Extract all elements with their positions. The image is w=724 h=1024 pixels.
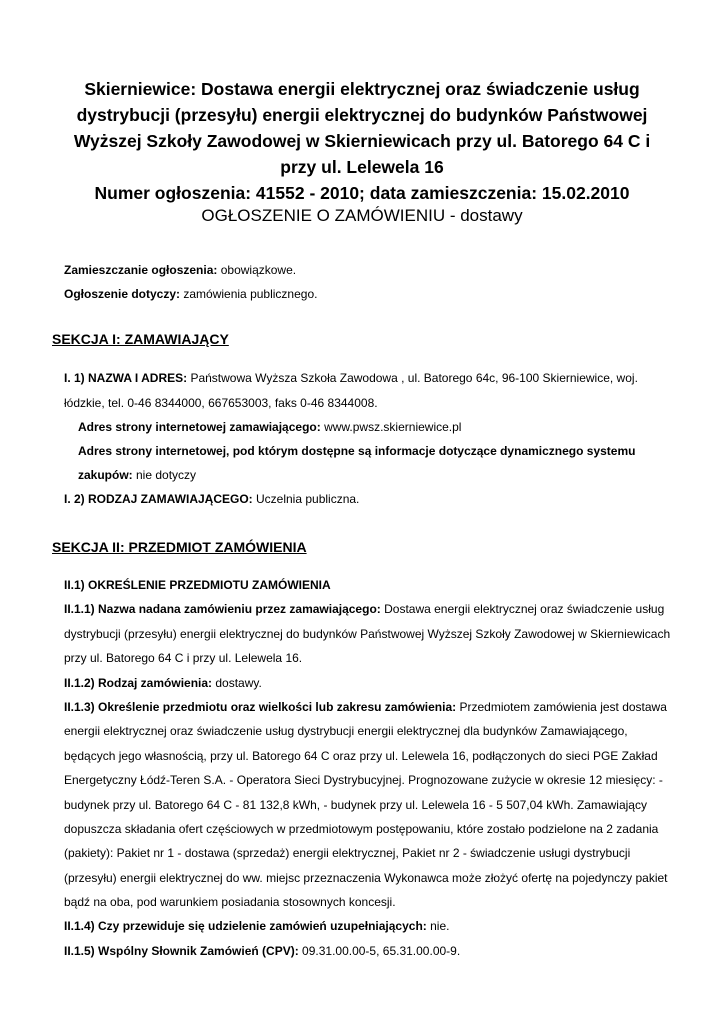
scope-line: energii elektrycznej oraz świadczenie usług dystrybucji energii elektrycznej dla budynków Zamawiającego, (64, 724, 628, 738)
subject-subheading-text: II.1) OKREŚLENIE PRZEDMIOTU ZAMÓWIENIA (64, 578, 331, 592)
dynamic-system-label-line (78, 443, 698, 459)
contract-kind-label: II.1.2) Rodzaj zamówienia: (64, 676, 213, 690)
cpv-value: 09.31.00.00-5, 65.31.00.00-9. (298, 944, 461, 958)
scope-line: dopuszcza składania ofert częściowych w przedmiotowym postępowaniu, które zostało podzielone na 2 zadania (64, 822, 659, 836)
orderer-type-row (64, 491, 684, 507)
scope-value: Przedmiotem zamówienia jest dostawa (456, 700, 667, 714)
dynamic-system-label: Adres strony internetowej, pod którym dostępne są informacje dotyczące dynamicznego systemu (78, 444, 636, 458)
orderer-name-label: I. 1) NAZWA I ADRES: (64, 371, 188, 385)
dynamic-system-value: nie dotyczy (132, 468, 197, 482)
posting-label: Zamieszczanie ogłoszenia: (64, 263, 218, 277)
dynamic-system-label-end: zakupów: (78, 468, 133, 482)
orderer-type-value: Uczelnia publiczna. (252, 492, 360, 506)
contract-name-value: Dostawa energii elektrycznej oraz świadczenie usług (380, 602, 665, 616)
concerns-row (64, 286, 684, 302)
dynamic-system-row (78, 467, 698, 483)
scope-label: II.1.3) Określenie przedmiotu oraz wielkości lub zakresu zamówienia: (64, 700, 457, 714)
title-line: Skierniewice: Dostawa energii elektrycznej oraz świadczenie usług (84, 79, 640, 99)
section1-heading: SEKCJA I: ZAMAWIAJĄCY (52, 331, 229, 347)
orderer-contact-line: łódzkie, tel. 0-46 8344000, 667653003, faks 0-46 8344008. (64, 396, 378, 410)
title-line: Wyższej Szkoły Zawodowej w Skierniewicach przy ul. Batorego 64 C i (73, 131, 651, 151)
scope-line: Energetyczny Łódź-Teren S.A. - Operatora Sieci Dystrybucyjnej. Prognozowane zużycie w okresie 12 miesięcy: - (64, 773, 663, 787)
website-row (78, 419, 698, 435)
scope-line: będących jego własnością, przy ul. Batorego 64 C oraz przy ul. Lelewela 16, podłączonych do sieci PGE Zakład (64, 749, 658, 763)
scope-row (64, 699, 684, 715)
title-line: dystrybucji (przesyłu) energii elektrycznej do budynków Państwowej (76, 105, 648, 125)
contract-name-label: II.1.1) Nazwa nadana zamówieniu przez zamawiającego: (64, 602, 381, 616)
scope-line: budynek przy ul. Batorego 64 C - 81 132,8 kWh, - budynek przy ul. Lelewela 16 - 5 507,04 kWh. Zamawiający (64, 798, 647, 812)
concerns-label: Ogłoszenie dotyczy: (64, 287, 181, 301)
concerns-value: zamówienia publicznego. (180, 287, 318, 301)
posting-value: obowiązkowe. (217, 263, 297, 277)
supplementary-value: nie. (426, 919, 450, 933)
supplementary-row (64, 918, 684, 934)
cpv-row (64, 943, 684, 959)
orderer-type-label: I. 2) RODZAJ ZAMAWIAJĄCEGO: (64, 492, 253, 506)
notice-title (40, 76, 684, 206)
title-line: przy ul. Lelewela 16 (280, 157, 444, 177)
notice-type: OGŁOSZENIE O ZAMÓWIENIU - dostawy (201, 206, 523, 225)
posting-row (64, 262, 684, 278)
scope-line: (pakiety): Pakiet nr 1 - dostawa (sprzedaż) energii elektrycznej, Pakiet nr 2 - świadczenie usługi dystrybucji (64, 846, 631, 860)
contract-name-row (64, 601, 684, 617)
website-value: www.pwsz.skierniewice.pl (320, 420, 462, 434)
notice-number: Numer ogłoszenia: 41552 - 2010; data zamieszczenia: 15.02.2010 (94, 183, 630, 203)
subject-subheading (64, 577, 684, 593)
contract-name-line: dystrybucji (przesyłu) energii elektrycznej do budynków Państwowej Wyższej Szkoły Zawodowej w Skierniewicach (64, 627, 671, 641)
supplementary-label: II.1.4) Czy przewiduje się udzielenie zamówień uzupełniających: (64, 919, 427, 933)
contract-kind-row (64, 675, 684, 691)
website-label: Adres strony internetowej zamawiającego: (78, 420, 321, 434)
section2-heading: SEKCJA II: PRZEDMIOT ZAMÓWIENIA (52, 539, 307, 555)
orderer-name-row (64, 370, 684, 386)
cpv-label: II.1.5) Wspólny Słownik Zamówień (CPV): (64, 944, 299, 958)
scope-line: (przesyłu) energii elektrycznej do ww. miejsc przeznaczenia Wykonawca może złożyć ofertę na pojedynczy pakiet (64, 871, 668, 885)
contract-name-line: przy ul. Batorego 64 C i przy ul. Lelewela 16. (64, 651, 303, 665)
orderer-name-value: Państwowa Wyższa Szkoła Zawodowa , ul. Batorego 64c, 96-100 Skierniewice, woj. (187, 371, 638, 385)
contract-kind-value: dostawy. (212, 676, 262, 690)
scope-line: bądź na oba, pod warunkiem posiadania stosownych koncesji. (64, 895, 396, 909)
